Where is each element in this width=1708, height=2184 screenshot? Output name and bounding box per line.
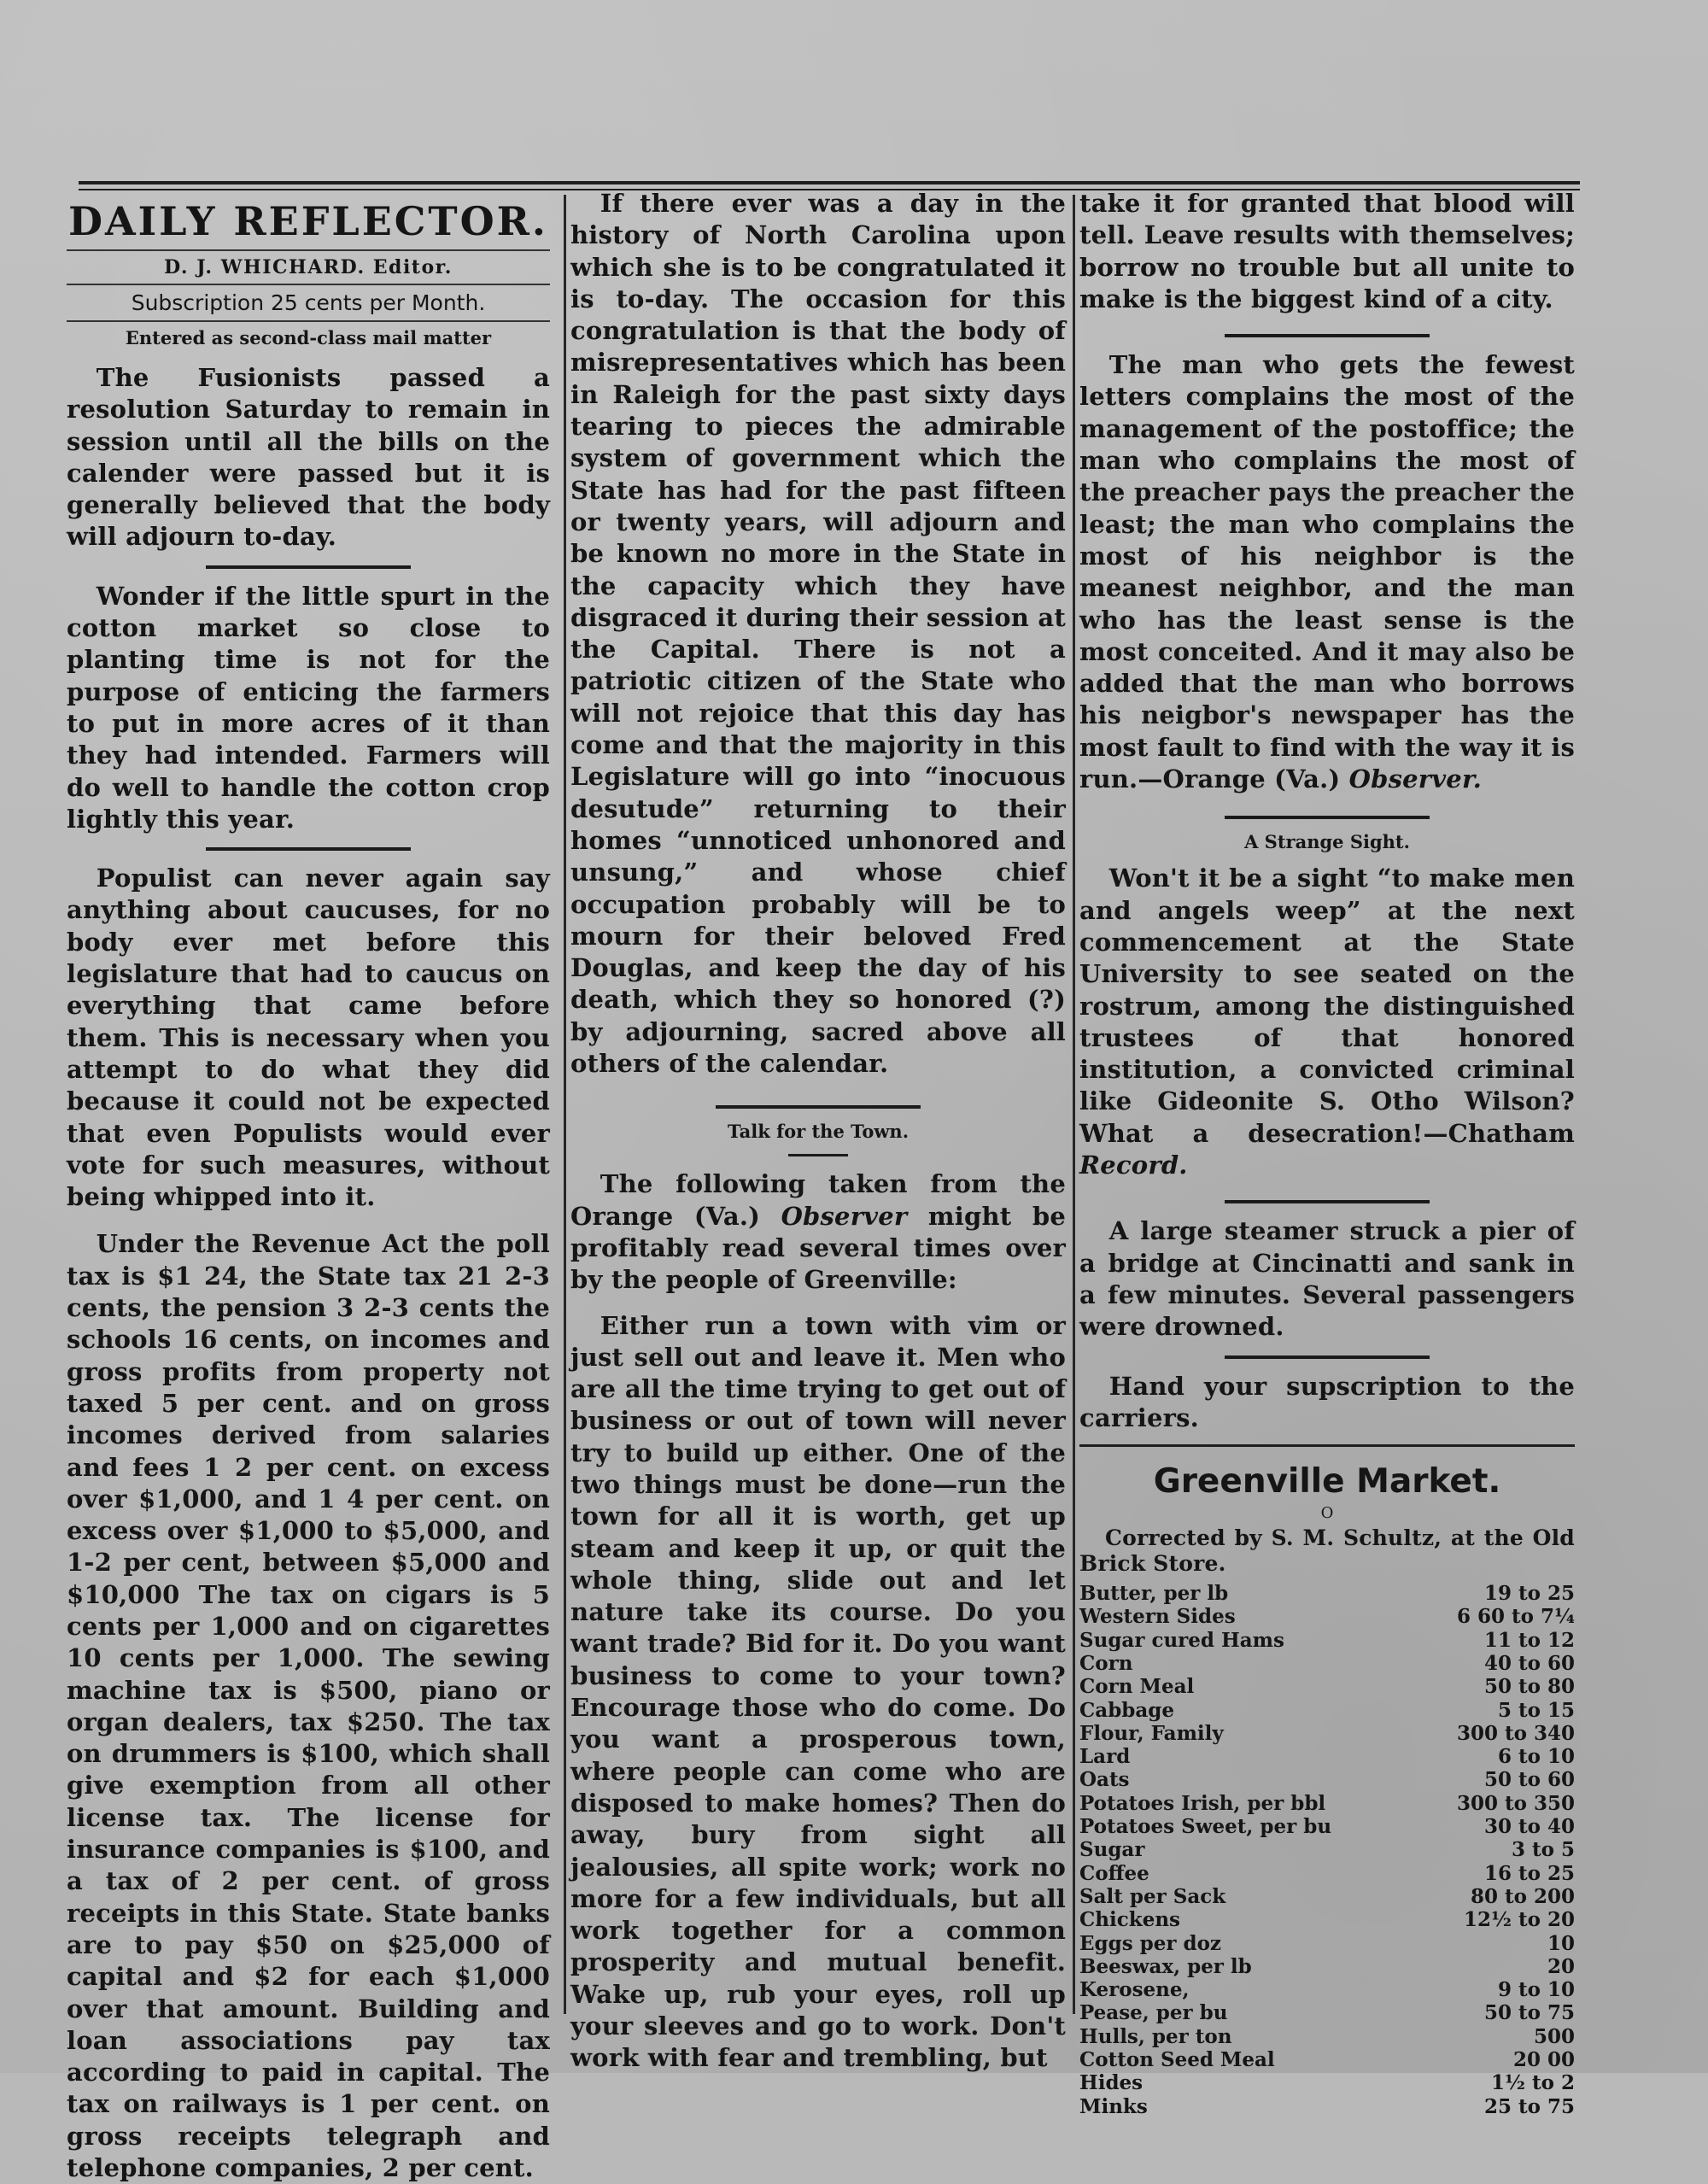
article-steamer: A large steamer struck a pier of a bridge at Cincinatti and sank in a few minutes. Several passengers were drowned.	[1079, 1216, 1575, 1342]
market-corrected-by: Corrected by S. M. Schultz, at the Old Brick Store.	[1079, 1525, 1575, 1577]
market-title: Greenville Market.	[1153, 1462, 1501, 1502]
market-row	[1079, 1722, 1575, 1745]
column-2	[570, 188, 1066, 2075]
article-fusionists: The Fusionists passed a resolution Saturday to remain in session until all the bills on the calender were passed but it is generally believed that the body will adjourn to-day.	[67, 363, 550, 552]
market-price: 30 to 40	[1484, 1815, 1575, 1839]
strange-sight-record: Record.	[1079, 1151, 1188, 1180]
market-item: Eggs per doz	[1079, 1931, 1221, 1955]
article-separator	[1225, 816, 1430, 819]
market-price: 50 to 60	[1484, 1768, 1575, 1792]
masthead-editor: D. J. WHICHARD. Editor.	[164, 256, 453, 278]
market-row	[1079, 1629, 1575, 1652]
market-price: 50 to 75	[1484, 2001, 1575, 2025]
market-price: 80 to 200	[1471, 1884, 1575, 1908]
market-row	[1079, 2095, 1575, 2118]
masthead-rule	[67, 249, 550, 251]
column-3	[1079, 188, 1575, 2118]
masthead-entry: Entered as second-class mail matter	[125, 327, 492, 348]
column-divider-1	[564, 195, 566, 2014]
headline-talk-for-town: Talk for the Town.	[728, 1121, 909, 1143]
article-congratulation: If there ever was a day in the history of North Carolina upon which she is to be congratulated it is to-day. The occasion for this congratulation is that the body of misrepresentatives which has been in Raleigh for the past sixty days tearing to pieces the admirable system of government which the State has had for the past fifteen or twenty years, will adjourn and be known no more in the State in the capacity which they have disgraced it during their session at the Capital. There is not a patriotic citizen of the State who will not rejoice that this day has come and that the majority in this Legislature will go into “inocuous desutude” returning to their homes “unnoticed unhonored and unsung,” and whose chief occupation probably will be to mourn for their beloved Fred Douglas, and keep the day of his death, which they so honored (?) by adjourning, sacred above all others of the calendar.	[570, 189, 1066, 1079]
market-item: Coffee	[1079, 1861, 1149, 1885]
article-postoffice	[1079, 349, 1575, 795]
strange-sight-text: Won't it be a sight “to make men and angels weep” at the next commencement at the State University to see seated on the rostrum, among the distinguished trustees of that honored institution, a convicted criminal like Gideonite S. Otho Wilson? What a desecration!—Chatham	[1079, 864, 1575, 1148]
market-price: 11 to 12	[1484, 1628, 1575, 1652]
market-item: Salt per Sack	[1079, 1884, 1226, 1908]
market-row	[1079, 1745, 1575, 1768]
market-price: 16 to 25	[1484, 1861, 1575, 1885]
postoffice-observer: Observer.	[1348, 764, 1483, 794]
market-item: Pease, per bu	[1079, 2001, 1228, 2025]
market-row	[1079, 1582, 1575, 1605]
market-price: 6 60 to 7¼	[1457, 1605, 1575, 1629]
market-item: Sugar	[1079, 1838, 1145, 1862]
market-price: 50 to 80	[1484, 1675, 1575, 1699]
market-row	[1079, 2048, 1575, 2071]
article-separator	[1225, 1355, 1430, 1359]
market-item: Butter, per lb	[1079, 1582, 1229, 1606]
market-item: Sugar cured Hams	[1079, 1628, 1284, 1652]
spacer	[570, 1297, 1066, 1310]
intro-observer: Observer	[781, 1201, 908, 1231]
masthead-rule	[67, 320, 550, 322]
market-item: Cabbage	[1079, 1698, 1174, 1722]
headline-strange-sight: A Strange Sight.	[1244, 831, 1410, 853]
article-populist: Populist can never again say anything about caucuses, for no body ever met before this legislature that had to caucus on everything that came before them. This is necessary when you attempt to do what they did because it could not be expected that even Populists would ever vote for such measures, without being whipped into it.	[67, 864, 550, 1212]
market-price: 6 to 10	[1498, 1745, 1575, 1769]
market-price: 20	[1547, 1954, 1575, 1978]
article-strange-sight	[1079, 863, 1575, 1181]
market-row	[1079, 1908, 1575, 1931]
market-price: 19 to 25	[1484, 1582, 1575, 1606]
market-price-table	[1079, 1582, 1575, 2118]
market-price: 20 00	[1512, 2048, 1575, 2072]
market-item: Corn	[1079, 1651, 1133, 1675]
market-top-rule	[1079, 1444, 1575, 1447]
article-run-a-town: Either run a town with vim or just sell out and leave it. Men who are all the time trying to get out of business or out of town will never try to build up either. One of the two things must be done—run the town for all it is worth, get up steam and keep it up, or quit the whole thing, slide out and let nature take its course. Do you want trade? Bid for it. Do you want business to come to your town? Encourage those who do come. Do you want a prosperous town, where people can come who are disposed to make homes? Then do away, bury from sight all jealousies, all spite work; work no more for a few individuals, but all work together for a common prosperity and mutual benefit. Wake up, rub your eyes, roll up your sleeves and go to work. Don't work with fear and trembling, but	[570, 1310, 1066, 2073]
market-row	[1079, 1815, 1575, 1838]
article-continued: take it for granted that blood will tell. Leave results with themselves; borrow no trouble but all unite to make is the biggest kind of a city.	[1079, 189, 1575, 313]
market-item: Potatoes Irish, per bbl	[1079, 1791, 1326, 1815]
market-item: Kerosene,	[1079, 1978, 1190, 2002]
market-row	[1079, 2001, 1575, 2024]
market-row	[1079, 1838, 1575, 1861]
market-item: Flour, Family	[1079, 1721, 1224, 1745]
article-separator	[1225, 334, 1430, 337]
spacer	[67, 1213, 550, 1228]
masthead-subscription: Subscription 25 cents per Month.	[131, 290, 486, 315]
market-row	[1079, 1932, 1575, 1955]
article-separator	[1225, 1200, 1430, 1203]
market-price: 300 to 340	[1457, 1721, 1575, 1745]
article-revenue-act: Under the Revenue Act the poll tax is $1 24, the State tax 21 2-3 cents, the pension 3 2-3 cents the schools 16 cents, on incomes and gross profits from property not taxed 5 per cent. and on gross incomes derived from salaries and fees 1 2 per cent. on excess over $1,000, and 1 4 per cent. on excess over $1,000 to $5,000, and 1-2 per cent, between $5,000 and $10,000 The tax on cigars is 5 cents per 1,000 and on cigarettes 10 cents per 1,000. The sewing machine tax is $500, piano or organ dealers, tax $250. The tax on drummers is $100, which shall give exemption from all other license tax. The license for insurance companies is $100, and a tax of 2 per cent. of gross receipts in this State. State banks are to pay $50 on $25,000 of capital and $2 for each $1,000 over that amount. Building and loan associations pay tax according to paid in capital. The tax on railways is 1 per cent. on gross receipts telegraph and telephone companies, 2 per cent.	[67, 1229, 550, 2183]
market-price: 9 to 10	[1498, 1978, 1575, 2002]
market-item: Corn Meal	[1079, 1675, 1195, 1699]
article-separator	[206, 847, 411, 851]
headline-rule	[788, 1154, 848, 1156]
masthead-title: DAILY REFLECTOR.	[68, 198, 548, 244]
market-price: 1½ to 2	[1491, 2071, 1575, 2095]
market-item: Lard	[1079, 1745, 1131, 1769]
market-ornament: O	[1320, 1504, 1334, 1523]
market-item: Potatoes Sweet, per bu	[1079, 1815, 1332, 1839]
market-row	[1079, 1792, 1575, 1815]
market-price: 5 to 15	[1498, 1698, 1575, 1722]
market-price: 12½ to 20	[1464, 1908, 1575, 1932]
market-row	[1079, 1862, 1575, 1885]
market-row	[1079, 1605, 1575, 1628]
market-row	[1079, 1652, 1575, 1675]
market-row	[1079, 1699, 1575, 1722]
market-price: 300 to 350	[1457, 1791, 1575, 1815]
market-item: Western Sides	[1079, 1605, 1236, 1629]
article-separator	[206, 565, 411, 569]
market-price: 500	[1533, 2024, 1575, 2048]
market-item: Beeswax, per lb	[1079, 1954, 1252, 1978]
article-separator	[716, 1105, 921, 1109]
market-row	[1079, 1675, 1575, 1698]
masthead-rule	[67, 284, 550, 285]
market-item: Minks	[1079, 2094, 1148, 2118]
market-row	[1079, 2071, 1575, 2094]
postoffice-text: The man who gets the fewest letters complains the most of the management of the postoffice; the man who complains the most of the preacher pays the preacher the least; the man who complains the most of his neighbor is the meanest neighbor, and the man who has the least sense is the most conceited. And it may also be added that the man who borrows his neigbor's newspaper has the most fault to find with the way it is run.—Orange (Va.)	[1079, 350, 1575, 794]
market-item: Cotton Seed Meal	[1079, 2048, 1275, 2072]
market-item: Chickens	[1079, 1908, 1181, 1932]
market-price: 3 to 5	[1512, 1838, 1575, 1862]
intro-text-b: might be profitably read several times over by the people of Greenville:	[570, 1201, 1066, 1295]
market-price: 40 to 60	[1484, 1651, 1575, 1675]
market-row	[1079, 1955, 1575, 1978]
market-price: 25 to 75	[1484, 2094, 1575, 2118]
article-talk-intro	[570, 1168, 1066, 1296]
article-subscription-note: Hand your supscription to the carriers.	[1079, 1371, 1575, 1432]
market-row	[1079, 1978, 1575, 2001]
intro-text-a: The following taken from the Orange (Va.)	[570, 1169, 1066, 1231]
market-row	[1079, 2025, 1575, 2048]
column-divider-2	[1073, 195, 1075, 2014]
market-item: Oats	[1079, 1768, 1130, 1792]
top-rule	[79, 181, 1580, 184]
market-item: Hulls, per ton	[1079, 2024, 1232, 2048]
column-1	[67, 188, 550, 2184]
article-cotton-market: Wonder if the little spurt in the cotton market so close to planting time is not for the purpose of enticing the farmers to put in more acres of it than they had intended. Farmers will do well to handle the cotton crop lightly this year.	[67, 581, 550, 834]
market-row	[1079, 1768, 1575, 1791]
market-price: 10	[1547, 1931, 1575, 1955]
market-row	[1079, 1885, 1575, 1908]
market-item: Hides	[1079, 2071, 1144, 2095]
